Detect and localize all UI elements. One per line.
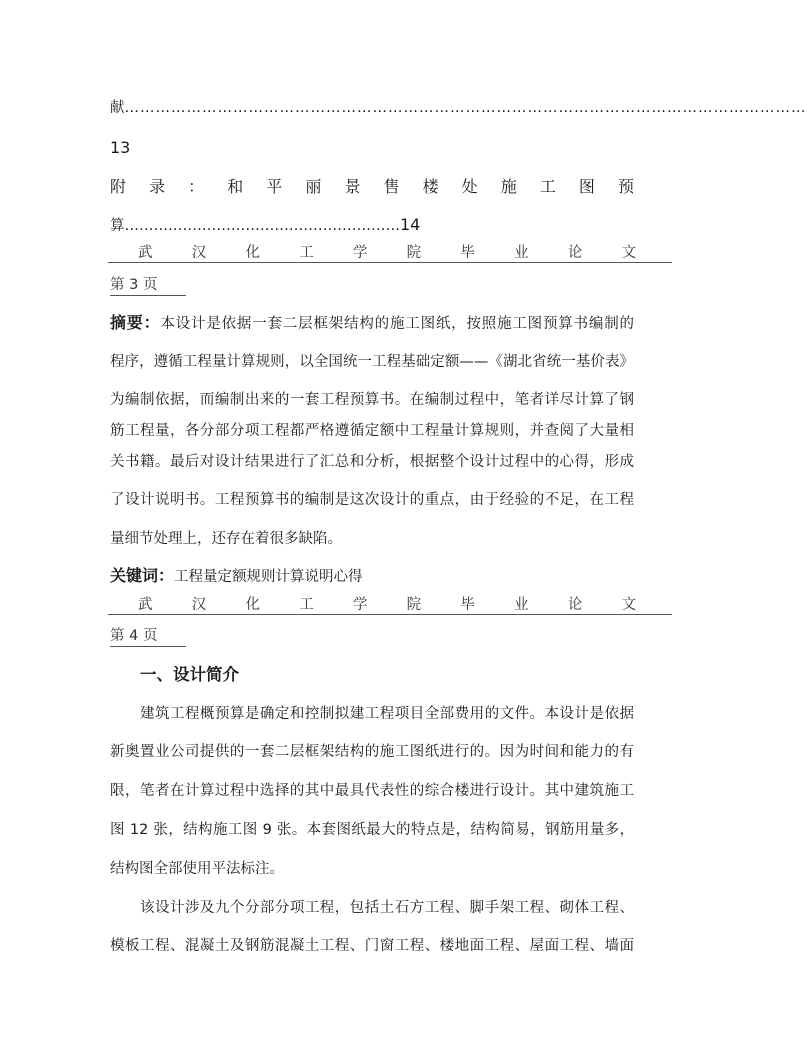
toc-references-char: 献 xyxy=(110,100,125,116)
abstract-label: 摘要： xyxy=(110,313,161,332)
abstract-line: 程序，遵循工程量计算规则，以全国统一工程基础定额——《湖北省统一基价表》 xyxy=(110,354,634,370)
header-char: 工 xyxy=(299,597,332,613)
page-number: 第 3 页 xyxy=(110,275,186,296)
toc-leader-dots: …………………………………………………………………………………………………………………… xyxy=(124,100,807,116)
toc-leader-dots: ………………………………………………… xyxy=(124,218,400,234)
body-line: 图 12 张，结构施工图 9 张。本套图纸最大的特点是，结构简易，钢筋用量多， xyxy=(110,822,634,838)
abstract-line: 量细节处理上，还存在着很多缺陷。 xyxy=(110,531,342,547)
toc-appendix-char: 算 xyxy=(110,218,125,234)
header-char: 论 xyxy=(567,597,600,613)
keywords-label: 关键词： xyxy=(110,566,175,585)
header-char: 武 xyxy=(138,245,170,261)
keywords-text: 工程量定额规则计算说明心得 xyxy=(174,569,363,585)
running-header xyxy=(108,595,672,615)
header-char: 化 xyxy=(245,245,278,261)
header-char: 汉 xyxy=(191,597,224,613)
header-char: 化 xyxy=(245,597,278,613)
header-char: 武 xyxy=(138,597,170,613)
body-line: 建筑工程概预算是确定和控制拟建工程项目全部费用的文件。本设计是依据 xyxy=(140,706,634,722)
toc-appendix-line xyxy=(110,214,420,236)
header-char: 毕 xyxy=(460,597,493,613)
header-char: 论 xyxy=(567,245,600,261)
header-char: 文 xyxy=(621,597,637,613)
header-char: 汉 xyxy=(191,245,224,261)
body-line: 该设计涉及九个分部分项工程，包括土石方工程、脚手架工程、砌体工程、 xyxy=(140,900,634,916)
body-line: 新奥置业公司提供的一套二层框架结构的施工图纸进行的。因为时间和能力的有 xyxy=(110,744,634,760)
toc-appendix-title: 附录：和平丽景售楼处施工图预 xyxy=(110,177,634,196)
body-line: 结构图全部使用平法标注。 xyxy=(110,861,284,877)
header-char: 学 xyxy=(352,245,385,261)
abstract-line: 筋工程量，各分部分项工程都严格遵循定额中工程量计算规则，并查阅了大量相 xyxy=(110,423,634,439)
toc-appendix-page: 14 xyxy=(400,215,421,234)
header-char: 文 xyxy=(621,245,637,261)
header-char: 工 xyxy=(299,245,332,261)
body-line: 限，笔者在计算过程中选择的其中最具代表性的综合楼进行设计。其中建筑施工 xyxy=(110,783,634,799)
section-heading: 一、设计简介 xyxy=(140,665,239,684)
body-line: 模板工程、混凝土及钢筋混凝土工程、门窗工程、楼地面工程、屋面工程、墙面 xyxy=(110,938,634,954)
header-char: 业 xyxy=(514,245,546,261)
header-char: 业 xyxy=(514,597,546,613)
abstract-text: 本设计是依据一套二层框架结构的施工图纸，按照施工图预算书编制的 xyxy=(160,316,634,332)
page-number: 第 4 页 xyxy=(110,626,186,647)
abstract-line xyxy=(110,312,634,334)
toc-references-page: 13 xyxy=(110,138,131,157)
toc-references-line xyxy=(110,97,807,119)
header-char: 院 xyxy=(406,597,439,613)
header-char: 毕 xyxy=(460,245,493,261)
header-char: 学 xyxy=(352,597,385,613)
header-char: 院 xyxy=(406,245,439,261)
keywords-line xyxy=(110,565,634,587)
running-header xyxy=(108,243,672,263)
abstract-line: 关书籍。最后对设计结果进行了汇总和分析，根据整个设计过程中的心得，形成 xyxy=(110,454,634,470)
abstract-line: 为编制依据，而编制出来的一套工程预算书。在编制过程中，笔者详尽计算了钢 xyxy=(110,392,634,408)
abstract-line: 了设计说明书。工程预算书的编制是这次设计的重点，由于经验的不足，在工程 xyxy=(110,492,634,508)
